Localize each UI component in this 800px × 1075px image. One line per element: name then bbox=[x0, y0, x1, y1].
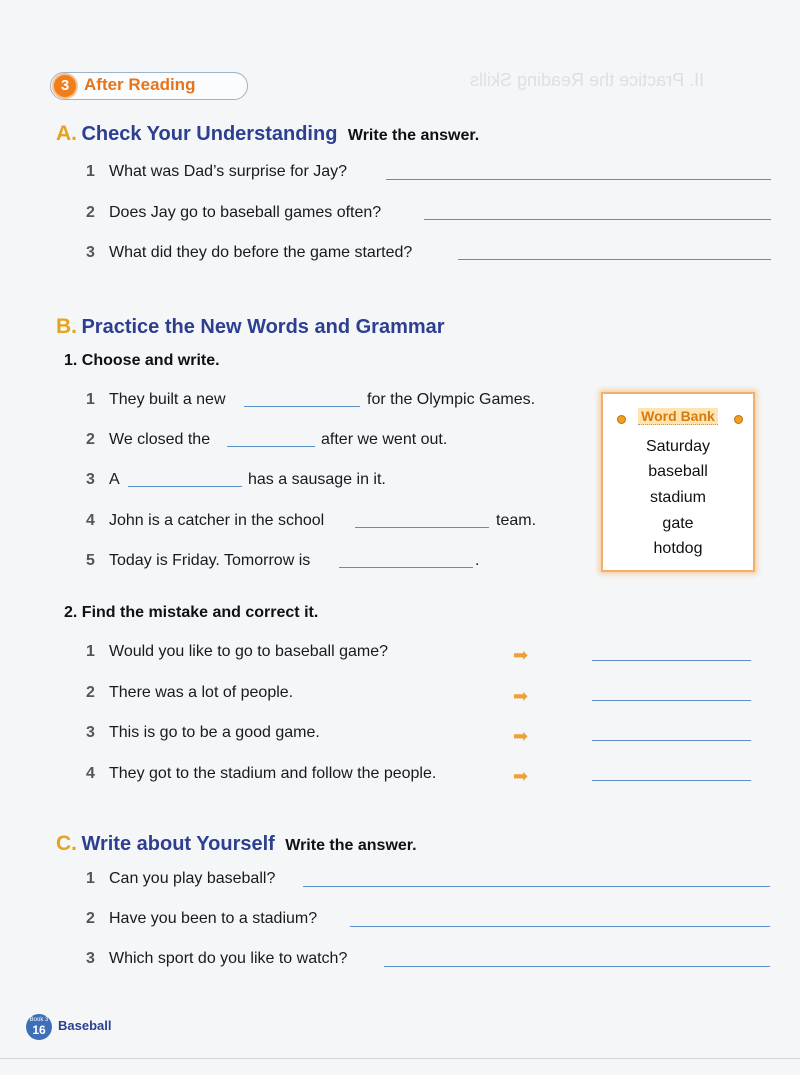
question-number: 1 bbox=[86, 163, 95, 180]
section-a-instruction: Write the answer. bbox=[347, 127, 480, 144]
item-text: There was a lot of people. bbox=[109, 684, 294, 701]
answer-line[interactable] bbox=[303, 886, 770, 887]
item-text-before: They built a new bbox=[109, 391, 226, 408]
book-label: Book 3 bbox=[29, 1017, 49, 1023]
item-text-after: for the Olympic Games. bbox=[367, 391, 536, 408]
blank-line[interactable] bbox=[339, 567, 473, 568]
item-text-after: team. bbox=[496, 512, 537, 529]
question-number: 2 bbox=[86, 910, 95, 927]
item-text-before: We closed the bbox=[109, 431, 211, 448]
blank-line[interactable] bbox=[355, 527, 489, 528]
correction-line[interactable] bbox=[592, 660, 751, 661]
item-number: 1 bbox=[86, 643, 95, 660]
section-b-title: Practice the New Words and Grammar bbox=[81, 316, 445, 338]
bleed-through-text: II. Practice the Reading Skills bbox=[470, 70, 705, 90]
item-number: 1 bbox=[86, 391, 95, 408]
question-text: Have you been to a stadium? bbox=[109, 910, 318, 927]
question-text: Which sport do you like to watch? bbox=[109, 950, 348, 967]
item-text-after: . bbox=[475, 552, 480, 569]
item-number: 4 bbox=[86, 512, 95, 529]
page-number-badge bbox=[26, 1014, 52, 1040]
right-arrow-icon: ➡ bbox=[513, 726, 529, 746]
word-bank-word: hotdog bbox=[653, 540, 703, 557]
question-number: 3 bbox=[86, 950, 95, 967]
question-number: 1 bbox=[86, 870, 95, 887]
item-text-before: Today is Friday. Tomorrow is bbox=[109, 552, 311, 569]
correction-line[interactable] bbox=[592, 700, 751, 701]
blank-line[interactable] bbox=[244, 406, 360, 407]
section-a-heading bbox=[56, 122, 479, 146]
section-c-instruction: Write the answer. bbox=[285, 837, 417, 854]
right-arrow-icon: ➡ bbox=[513, 645, 529, 665]
section-number-badge: 3 bbox=[54, 75, 76, 97]
item-text-before: A bbox=[109, 471, 120, 488]
item-number: 5 bbox=[86, 552, 95, 569]
word-bank-title bbox=[601, 408, 755, 424]
page-number: 16 bbox=[32, 1023, 46, 1037]
item-number: 3 bbox=[86, 724, 95, 741]
item-text-after: has a sausage in it. bbox=[248, 471, 386, 488]
answer-line[interactable] bbox=[424, 219, 771, 220]
question-text: What did they do before the game started? bbox=[109, 244, 413, 261]
word-bank-title-text: Word Bank bbox=[638, 408, 718, 425]
item-text: They got to the stadium and follow the people. bbox=[109, 765, 437, 782]
word-bank-word: baseball bbox=[648, 463, 708, 480]
question-number: 3 bbox=[86, 244, 95, 261]
question-text: Does Jay go to baseball games often? bbox=[109, 204, 382, 221]
after-reading-title: After Reading bbox=[84, 75, 196, 94]
section-c-title: Write about Yourself bbox=[81, 833, 275, 855]
item-text: This is go to be a good game. bbox=[109, 724, 320, 741]
footer-title: Baseball bbox=[58, 1018, 112, 1033]
word-bank-word: stadium bbox=[649, 489, 707, 506]
section-c-heading bbox=[56, 832, 417, 856]
item-text-after: after we went out. bbox=[321, 431, 448, 448]
question-text: What was Dad’s surprise for Jay? bbox=[109, 163, 348, 180]
item-number: 4 bbox=[86, 765, 95, 782]
section-a-letter: A. bbox=[56, 122, 77, 145]
right-arrow-icon: ➡ bbox=[513, 686, 529, 706]
word-bank-word: gate bbox=[662, 515, 694, 532]
part1-title: 1. Choose and write. bbox=[64, 352, 220, 369]
item-number: 2 bbox=[86, 684, 95, 701]
part2-title: 2. Find the mistake and correct it. bbox=[64, 604, 319, 621]
blank-line[interactable] bbox=[227, 446, 315, 447]
answer-line[interactable] bbox=[458, 259, 771, 260]
word-bank-word: Saturday bbox=[645, 438, 711, 455]
blank-line[interactable] bbox=[128, 486, 242, 487]
right-arrow-icon: ➡ bbox=[513, 766, 529, 786]
correction-line[interactable] bbox=[592, 740, 751, 741]
question-number: 2 bbox=[86, 204, 95, 221]
answer-line[interactable] bbox=[384, 966, 770, 967]
section-b-heading bbox=[56, 315, 445, 339]
bottom-divider bbox=[0, 1058, 800, 1059]
section-a-title: Check Your Understanding bbox=[81, 123, 338, 145]
section-c-letter: C. bbox=[56, 832, 77, 855]
item-text-before: John is a catcher in the school bbox=[109, 512, 325, 529]
question-text: Can you play baseball? bbox=[109, 870, 276, 887]
item-number: 2 bbox=[86, 431, 95, 448]
answer-line[interactable] bbox=[350, 926, 770, 927]
correction-line[interactable] bbox=[592, 780, 751, 781]
item-text: Would you like to go to baseball game? bbox=[109, 643, 388, 660]
item-number: 3 bbox=[86, 471, 95, 488]
section-b-letter: B. bbox=[56, 315, 77, 338]
answer-line[interactable] bbox=[386, 179, 771, 180]
